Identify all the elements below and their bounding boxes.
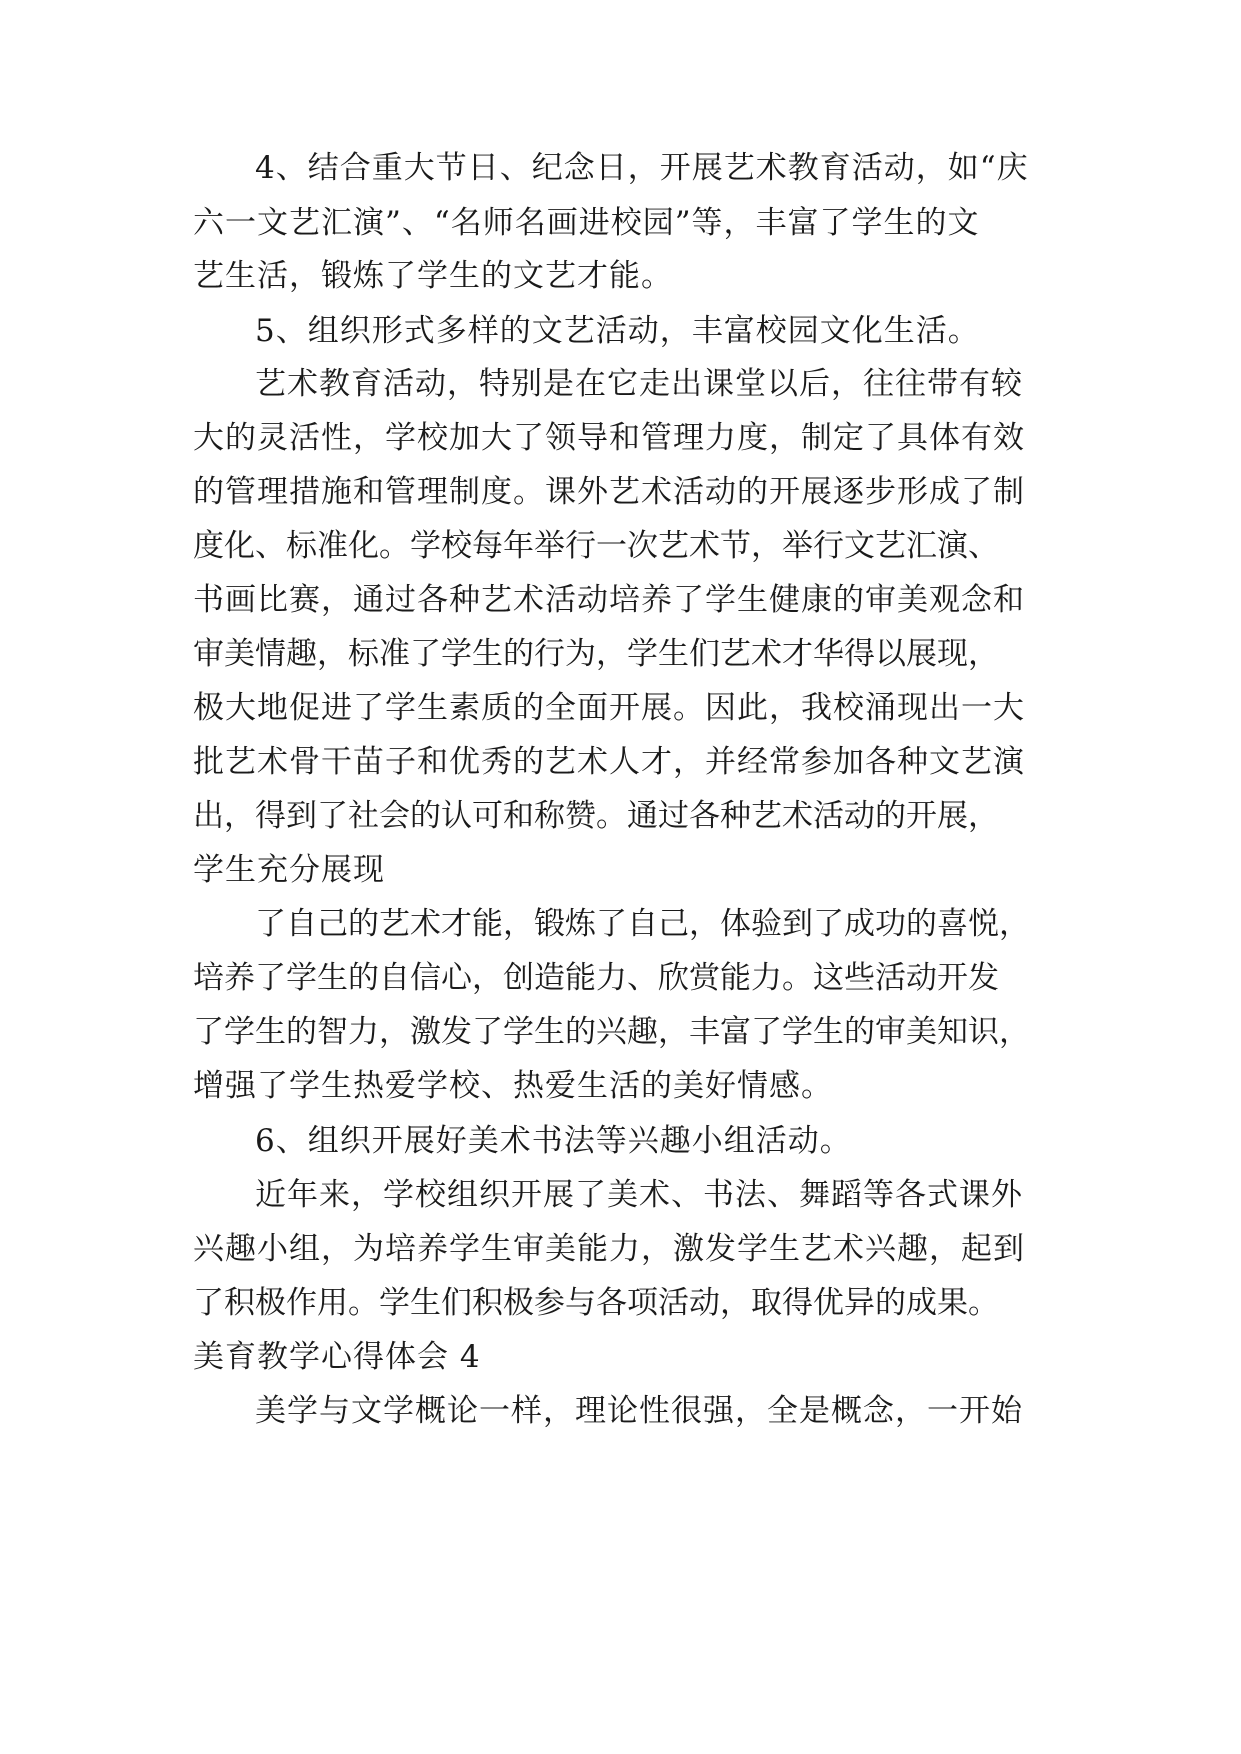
text-line: 增强了学生热爱学校、热爱生活的美好情感。 [193, 1068, 833, 1104]
text-line: 的管理措施和管理制度。课外艺术活动的开展逐步形成了制 [193, 474, 1025, 510]
text-line: 培养了学生的自信心，创造能力、欣赏能力。这些活动开发 [193, 960, 999, 996]
text-line: 极大地促进了学生素质的全面开展。因此，我校涌现出一大 [193, 690, 1025, 726]
text-line: 学生充分展现 [193, 852, 385, 888]
text-line: 4、结合重大节日、纪念日，开展艺术教育活动，如“庆 [255, 150, 1029, 186]
text-line: 5、组织形式多样的文艺活动，丰富校园文化生活。 [255, 313, 980, 349]
text-line: 美学与文学概论一样，理论性很强，全是概念，一开始 [255, 1393, 1023, 1429]
text-line: 度化、标准化。学校每年举行一次艺术节，举行文艺汇演、 [193, 528, 999, 564]
text-line: 艺术教育活动，特别是在它走出课堂以后，往往带有较 [255, 366, 1023, 402]
text-line: 兴趣小组，为培养学生审美能力，激发学生艺术兴趣，起到 [193, 1231, 1025, 1267]
text-line: 了学生的智力，激发了学生的兴趣，丰富了学生的审美知识， [193, 1014, 1030, 1050]
text-line: 了积极作用。学生们积极参与各项活动，取得优异的成果。 [193, 1285, 999, 1321]
text-line: 出，得到了社会的认可和称赞。通过各种艺术活动的开展， [193, 798, 999, 834]
text-line: 6、组织开展好美术书法等兴趣小组活动。 [255, 1123, 852, 1159]
text-line: 审美情趣，标准了学生的行为，学生们艺术才华得以展现， [193, 636, 999, 672]
text-line: 书画比赛，通过各种艺术活动培养了学生健康的审美观念和 [193, 582, 1025, 618]
text-line: 近年来，学校组织开展了美术、书法、舞蹈等各式课外 [255, 1177, 1023, 1213]
text-line: 批艺术骨干苗子和优秀的艺术人才，并经常参加各种文艺演 [193, 744, 1025, 780]
text-line: 六一文艺汇演”、“名师名画进校园”等，丰富了学生的文 [193, 205, 980, 241]
text-line: 了自己的艺术才能，锻炼了自己，体验到了成功的喜悦， [255, 906, 1030, 942]
section-heading: 美育教学心得体会 4 [193, 1339, 481, 1375]
text-line: 艺生活，锻炼了学生的文艺才能。 [193, 258, 673, 294]
text-line: 大的灵活性，学校加大了领导和管理力度，制定了具体有效 [193, 420, 1025, 456]
